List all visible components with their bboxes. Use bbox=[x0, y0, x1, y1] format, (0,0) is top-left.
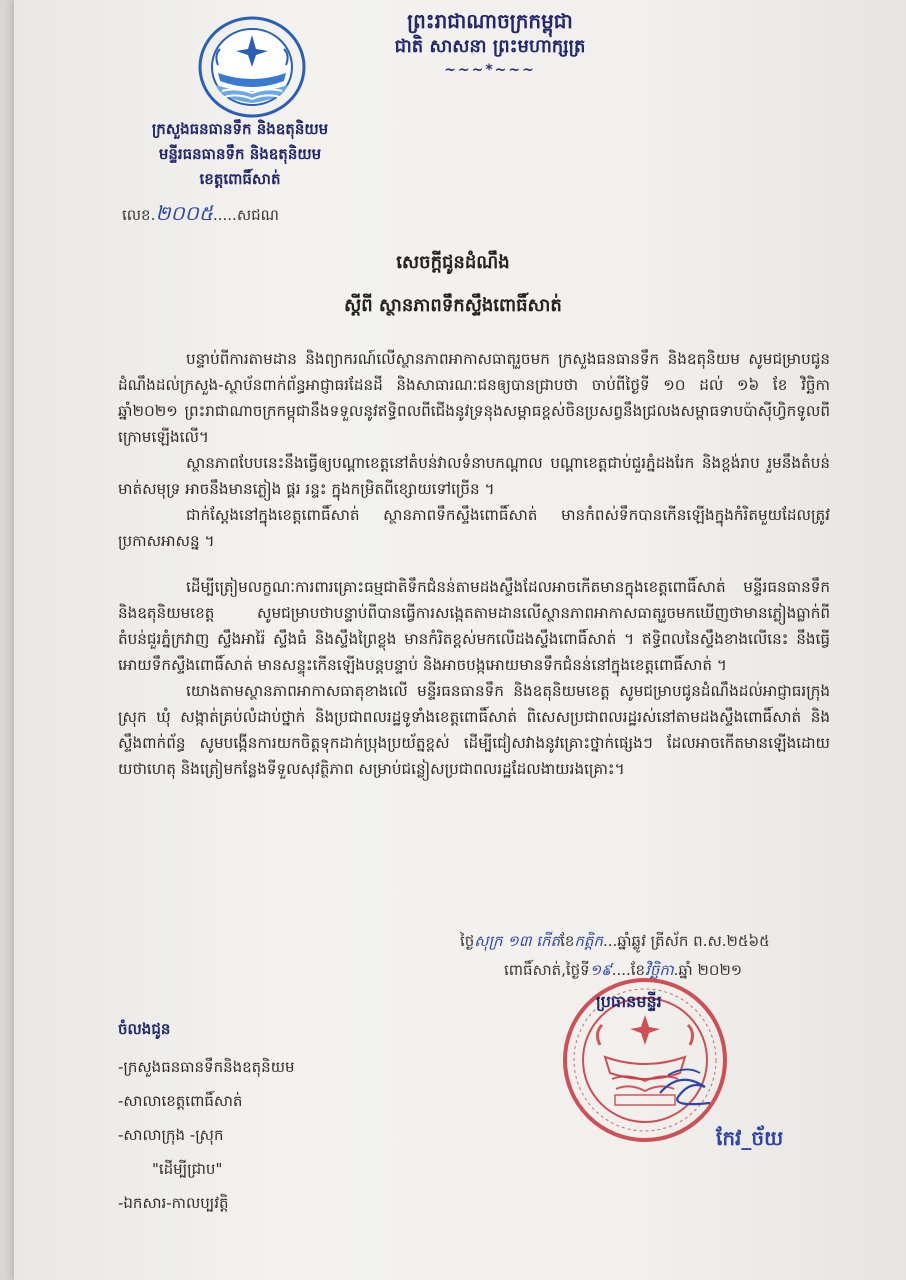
ministry-line-2: មន្ទីរធនធានទឹក និងឧតុនិយម bbox=[158, 145, 322, 163]
copies-list bbox=[118, 1050, 295, 1220]
lunar-month-prefix: ខែ bbox=[560, 932, 575, 950]
solar-date-place: ពោធិ៍សាត់,ថ្ងៃទី bbox=[504, 961, 590, 979]
list-item: -សាលាខេត្តពោធិ៍សាត់ bbox=[118, 1092, 243, 1110]
paragraph-1: បន្ទាប់ពីការតាមដាន និងព្យាករណ៍លើស្ថានភាពអាកាសធាតុរួចមក ក្រសួងធនធានទឹក និងឧតុនិយម សូមជម្រាបជូនដំណឹងដល់ក្រសួង-ស្ថាប័នពាក់ព័ន្ធអាជ្ញាធរដែនដី និងសាធារណៈជនឲ្យបានជ្រាបថា ចាប់ពីថ្ងៃទី ១០ ដល់ ១៦ ខែ វិច្ឆិកា ឆ្នាំ២០២១ ព្រះរាជាណាចក្រកម្ពុជានឹងទទួលនូវឥទ្ធិពលពីជើងនូវទ្រនុងសម្ពាធខ្ពស់ចិនប្រសព្វនឹងជ្រលងសម្ពាធទាបប៉ាស៊ីហ្វិកទូលពីក្រោមឡើងលើ។ bbox=[118, 350, 830, 446]
reference-prefix: លេខ bbox=[122, 206, 151, 224]
reference-number: លេខ.២០០៥.....សជណ bbox=[122, 201, 279, 225]
lunar-date-prefix: ថ្ងៃ bbox=[460, 932, 475, 950]
solar-date: ពោធិ៍សាត់,ថ្ងៃទី១៩....ខែវិច្ឆិកា.ឆ្នាំ ២០២១ bbox=[504, 961, 743, 979]
ministry-logo-icon bbox=[196, 15, 308, 119]
list-item: -ឯកសារ-កាលប្បវត្តិ bbox=[118, 1194, 229, 1212]
list-item: -សាលាក្រុង -ស្រុក bbox=[118, 1126, 224, 1144]
paragraph-4: ដើម្បីត្រៀមលក្ខណៈការពារគ្រោះធម្មជាតិទឹកជំនន់តាមដងស្ទឹងដែលអាចកើតមានក្នុងខេត្តពោធិ៍សាត់ មន្ទីរធនធានទឹក និងឧតុនិយមខេត្ត សូមជម្រាបថាបន្ទាប់ពីបានធ្វើការសង្កេតតាមដានលើស្ថានភាពអាកាសធាតុរួចមកឃើញថាមានភ្លៀងធ្លាក់ពីតំបន់ជួរភ្នំក្រវាញ ស្ទឹងអារ៉ៃ ស្ទឹងធំ និងស្ទឹងព្រៃខ្លុង មានកំរិតខ្ពស់មកលើដងស្ទឹងពោធិ៍សាត់ ។ ឥទ្ធិពលនៃស្ទឹងខាងលើនេះ នឹងធ្វើអោយទឹកស្ទឹងពោធិ៍សាត់ មានសន្ទុះកើនឡើងបន្តបន្ទាប់ និងអាចបង្កអោយមានទឹកជំនន់នៅក្នុងខេត្តពោធិ៍សាត់ ។ bbox=[118, 578, 830, 674]
header-ornament: ~~~*~~~ bbox=[444, 62, 536, 78]
solar-date-handwritten-month: វិច្ឆិកា bbox=[645, 961, 674, 979]
solar-month-prefix: ខែ bbox=[630, 961, 646, 979]
ministry-line-1: ក្រសួងធនធានទឹក និងឧតុនិយម bbox=[151, 120, 329, 138]
lunar-year: ឆ្នាំឆ្លូវ ត្រីស័ក ព.ស.២៥៦៥ bbox=[617, 932, 770, 950]
signatory-name: កែវ_ច័យ bbox=[716, 1126, 784, 1150]
lunar-date-handwritten-day: សុក្រ ១៣ កើត bbox=[474, 932, 561, 950]
reference-suffix: សជណ bbox=[236, 206, 279, 224]
document-subject: ស្ដីពី ស្ថានភាពទឹកស្ទឹងពោធិ៍សាត់ bbox=[344, 295, 562, 316]
ministry-line-3: ខេត្តពោធិ៍សាត់ bbox=[199, 170, 281, 188]
solar-year: ឆ្នាំ ២០២១ bbox=[678, 961, 743, 979]
document-body bbox=[118, 346, 830, 782]
copies-heading: ចំលងជូន bbox=[118, 1020, 171, 1038]
ministry-block bbox=[110, 117, 370, 192]
lunar-date: ថ្ងៃសុក្រ ១៣ កើតខែកត្តិក...ឆ្នាំឆ្លូវ ត្រីស័ក ព.ស.២៥៦៥ bbox=[460, 932, 770, 950]
paragraph-2: ស្ថានភាពបែបនេះនឹងធ្វើឲ្យបណ្ដាខេត្តនៅតំបន់វាលទំនាបកណ្ដាល បណ្ដាខេត្តជាប់ជួរភ្នំដងរែក និងខ្ពង់រាប រួមនឹងតំបន់មាត់សមុទ្រ អាចនឹងមានភ្លៀង ផ្គរ រន្ទះ ក្នុងកម្រិតពីខ្សោយទៅច្រើន ។ bbox=[118, 454, 830, 498]
kingdom-line-2: ជាតិ សាសនា ព្រះមហាក្សត្រ bbox=[394, 36, 586, 57]
paragraph-3: ជាក់ស្ដែងនៅក្នុងខេត្តពោធិ៍សាត់ ស្ថានភាពទឹកស្ទឹងពោធិ៍សាត់ មានកំពស់ទឹកបានកើនឡើងក្នុងកំរិតមួយដែលត្រូវប្រកាសអាសន្ន ។ bbox=[118, 506, 830, 550]
solar-date-handwritten-day: ១៩ bbox=[589, 961, 612, 979]
paragraph-5: យោងតាមស្ថានភាពអាកាសធាតុខាងលើ មន្ទីរធនធានទឹក និងឧតុនិយមខេត្ត សូមជម្រាបជូនដំណឹងដល់អាជ្ញាធរក្រុង ស្រុក ឃុំ សង្កាត់គ្រប់លំដាប់ថ្នាក់ និងប្រជាពលរដ្ឋទូទាំងខេត្តពោធិ៍សាត់ ពិសេសប្រជាពលរដ្ឋរស់នៅតាមដងស្ទឹងពោធិ៍សាត់ និងស្ទឹងពាក់ព័ន្ធ សូមបង្កើនការយកចិត្តទុកដាក់ប្រុងប្រយ័ត្នខ្ពស់ ដើម្បីជៀសវាងនូវគ្រោះថ្នាក់ផ្សេងៗ ដែលអាចកើតមានឡើងដោយយថាហេតុ និងត្រៀមកន្លែងទីទួលសុវត្ថិភាព សម្រាប់ជន្លៀសប្រជាពលរដ្ឋដែលងាយរងគ្រោះ។ bbox=[118, 682, 830, 778]
kingdom-header bbox=[360, 8, 620, 80]
signatory-title: ប្រធានមន្ទីរ bbox=[596, 992, 662, 1011]
list-item: -ក្រសួងធនធានទឹកនិងឧតុនិយម bbox=[118, 1058, 295, 1076]
lunar-date-handwritten-month: កត្តិក bbox=[574, 932, 603, 950]
kingdom-line-1: ព្រះរាជាណាចក្រកម្ពុជា bbox=[407, 9, 573, 33]
list-item: "ដើម្បីជ្រាប" bbox=[152, 1160, 223, 1178]
reference-handwritten-number: ២០០៥ bbox=[155, 201, 213, 225]
document-title: សេចក្ដីជូនដំណឹង bbox=[396, 252, 510, 273]
